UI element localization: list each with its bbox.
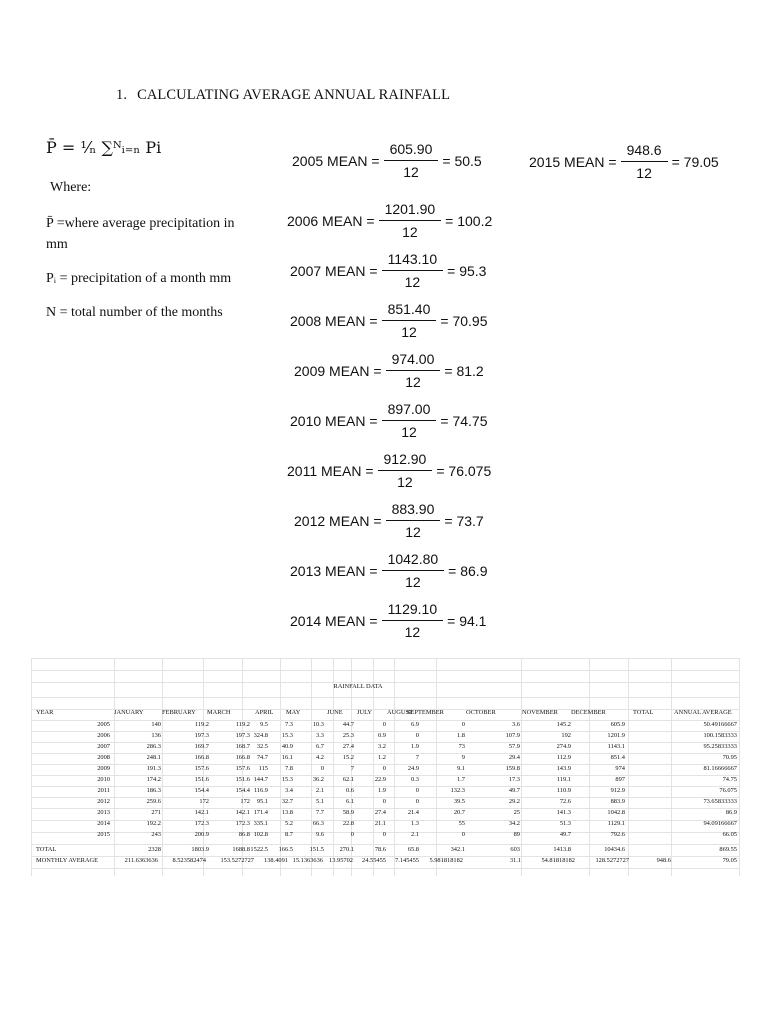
data-cell: 1042.8 [607, 809, 625, 816]
mean-equation [290, 551, 488, 590]
data-cell: 174.2 [146, 776, 161, 783]
mean-numerator: 1201.90 [379, 201, 442, 221]
year-cell: 2014 [97, 820, 110, 827]
grid-line [31, 868, 739, 869]
mean-result: = 76.075 [436, 462, 492, 479]
data-cell: 44.7 [342, 721, 354, 728]
data-cell: 912.9 [610, 787, 625, 794]
mean-label: 2012 MEAN = [294, 512, 382, 529]
data-cell: 197.3 [235, 732, 250, 739]
table-title: RAINFALL DATA [333, 683, 383, 690]
data-cell: 27.4 [374, 809, 386, 816]
total-cell: 1803.9 [191, 846, 209, 853]
data-cell: 157.6 [194, 765, 209, 772]
data-cell: 3.4 [285, 787, 293, 794]
mean-equation [287, 451, 491, 490]
data-cell: 25 [513, 809, 520, 816]
data-cell: 151.6 [235, 776, 250, 783]
data-cell: 192.2 [146, 820, 161, 827]
data-cell: 172.3 [235, 820, 250, 827]
mean-equation [529, 142, 719, 181]
data-cell: 9.5 [260, 721, 268, 728]
data-cell: 74.75 [722, 776, 737, 783]
column-header: MAY [286, 709, 301, 716]
data-cell: 116.9 [253, 787, 268, 794]
data-cell: 6.7 [316, 743, 324, 750]
mean-fraction [382, 251, 444, 290]
column-header: APRIL [255, 709, 274, 716]
data-cell: 0 [461, 721, 465, 728]
monthly-average-cell: 54.81818182 [541, 857, 575, 864]
data-cell: 66.05 [722, 831, 737, 838]
data-cell: 16.1 [281, 754, 293, 761]
data-cell: 5.1 [316, 798, 324, 805]
total-cell: 166.5 [278, 846, 293, 853]
data-cell: 274.9 [556, 743, 571, 750]
grid-line [31, 844, 739, 845]
data-cell: 74.7 [256, 754, 268, 761]
def-n: N = total number of the months [46, 305, 223, 320]
data-cell: 141.3 [556, 809, 571, 816]
data-cell: 21.4 [407, 809, 419, 816]
column-header: NOVEMBER [522, 709, 558, 716]
total-cell: 342.1 [450, 846, 465, 853]
total-cell: 10434.6 [604, 846, 625, 853]
data-cell: 70.95 [722, 754, 737, 761]
column-header: YEAR [36, 709, 54, 716]
data-cell: 169.7 [194, 743, 209, 750]
mean-result: = 70.95 [440, 312, 488, 329]
data-cell: 271 [151, 809, 161, 816]
mean-denominator: 12 [401, 324, 417, 340]
monthly-average-cell: 15.1363636 [292, 857, 323, 864]
data-cell: 132.3 [450, 787, 465, 794]
data-cell: 248.1 [146, 754, 161, 761]
mean-result: = 86.9 [448, 562, 488, 579]
data-cell: 9 [461, 754, 465, 761]
rainfall-data-table [31, 658, 739, 876]
mean-result: = 94.1 [447, 612, 487, 629]
mean-equation [290, 601, 486, 640]
mean-equation [290, 401, 488, 440]
data-cell: 119.2 [235, 721, 250, 728]
mean-fraction [382, 301, 437, 340]
data-cell: 1.7 [457, 776, 465, 783]
data-cell: 86.8 [238, 831, 250, 838]
column-header: JULY [357, 709, 372, 716]
data-cell: 883.9 [610, 798, 625, 805]
mean-fraction [621, 142, 668, 181]
year-cell: 2005 [97, 721, 110, 728]
mean-fraction [386, 501, 441, 540]
data-cell: 110.9 [556, 787, 571, 794]
monthly-average-cell: 24.55455 [362, 857, 386, 864]
mean-equation [290, 251, 486, 290]
average-formula: P̄ = ¹⁄ₙ ∑ᴺᵢ₌ₙ Pi [46, 138, 162, 157]
data-cell: 605.9 [610, 721, 625, 728]
data-cell: 7 [415, 754, 419, 761]
data-cell: 171.4 [253, 809, 268, 816]
data-cell: 0 [350, 831, 354, 838]
data-cell: 17.3 [508, 776, 520, 783]
mean-numerator: 897.00 [382, 401, 437, 421]
mean-fraction [378, 451, 433, 490]
data-cell: 1.8 [457, 732, 465, 739]
data-cell: 157.6 [235, 765, 250, 772]
mean-denominator: 12 [404, 624, 421, 640]
monthly-average-cell: 5.981818182 [429, 857, 463, 864]
monthly-average-cell: 948.6 [656, 857, 671, 864]
mean-label: 2009 MEAN = [294, 362, 382, 379]
data-cell: 136 [151, 732, 161, 739]
data-cell: 32.5 [256, 743, 268, 750]
column-header: TOTAL [633, 709, 654, 716]
data-cell: 58.9 [342, 809, 354, 816]
data-cell: 112.9 [556, 754, 571, 761]
mean-fraction [382, 401, 437, 440]
mean-result: = 81.2 [444, 362, 484, 379]
data-cell: 172 [199, 798, 209, 805]
data-cell: 49.7 [508, 787, 520, 794]
mean-denominator: 12 [405, 574, 421, 590]
total-cell: 2328 [148, 846, 161, 853]
monthly-average-cell: 128.5272727 [595, 857, 629, 864]
column-header: SEPTEMBER [407, 709, 444, 716]
data-cell: 335.1 [253, 820, 268, 827]
data-cell: 15.2 [342, 754, 354, 761]
data-cell: 2.1 [316, 787, 324, 794]
data-cell: 897 [615, 776, 625, 783]
data-cell: 9.1 [457, 765, 465, 772]
data-cell: 0 [382, 765, 386, 772]
mean-denominator: 12 [397, 474, 413, 490]
data-cell: 22.8 [342, 820, 354, 827]
mean-numerator: 912.90 [378, 451, 433, 471]
column-header: JANUARY [114, 709, 144, 716]
data-cell: 0 [461, 831, 465, 838]
data-cell: 22.9 [374, 776, 386, 783]
data-cell: 21.1 [374, 820, 386, 827]
data-cell: 974 [615, 765, 625, 772]
data-cell: 154.4 [235, 787, 250, 794]
data-cell: 192 [561, 732, 571, 739]
mean-label: 2005 MEAN = [292, 152, 380, 169]
data-cell: 20.7 [453, 809, 465, 816]
data-cell: 172 [240, 798, 250, 805]
data-cell: 51.3 [559, 820, 571, 827]
data-cell: 29.4 [508, 754, 520, 761]
data-cell: 27.4 [342, 743, 354, 750]
grid-line [739, 658, 740, 876]
mean-fraction [379, 201, 442, 240]
data-cell: 50.49166667 [703, 721, 737, 728]
mean-result: = 50.5 [442, 152, 482, 169]
total-cell: 1413.8 [553, 846, 571, 853]
data-cell: 39.5 [453, 798, 465, 805]
monthly-average-label: MONTHLY AVERAGE [36, 857, 99, 864]
mean-result: = 73.7 [444, 512, 484, 529]
data-cell: 200.9 [194, 831, 209, 838]
column-header: FEBRUARY [162, 709, 196, 716]
data-cell: 159.8 [505, 765, 520, 772]
data-cell: 95.25833333 [703, 743, 737, 750]
data-cell: 3.2 [378, 743, 386, 750]
data-cell: 119.2 [194, 721, 209, 728]
data-cell: 73.65833333 [703, 798, 737, 805]
data-cell: 3.3 [316, 732, 324, 739]
data-cell: 0 [382, 831, 386, 838]
year-cell: 2012 [97, 798, 110, 805]
data-cell: 143.9 [556, 765, 571, 772]
data-cell: 324.8 [253, 732, 268, 739]
data-cell: 154.4 [194, 787, 209, 794]
mean-fraction [382, 601, 444, 640]
data-cell: 36.2 [312, 776, 324, 783]
data-cell: 115 [258, 765, 268, 772]
grid-line [31, 658, 739, 659]
mean-denominator: 12 [405, 374, 421, 390]
data-cell: 0.9 [378, 732, 386, 739]
mean-result: = 95.3 [447, 262, 487, 279]
def-p-bar: P̄ =where average precipitation in mm [46, 216, 235, 252]
data-cell: 142.1 [235, 809, 250, 816]
mean-label: 2011 MEAN = [287, 462, 374, 479]
data-cell: 6.9 [411, 721, 419, 728]
mean-label: 2008 MEAN = [290, 312, 378, 329]
data-cell: 0 [415, 787, 419, 794]
mean-numerator: 605.90 [384, 141, 439, 161]
data-cell: 7.3 [285, 721, 293, 728]
data-cell: 3.6 [512, 721, 520, 728]
data-cell: 1.9 [378, 787, 386, 794]
monthly-average-cell: 79.05 [722, 857, 737, 864]
data-cell: 197.3 [194, 732, 209, 739]
monthly-average-cell: 153.5272727 [220, 857, 254, 864]
data-cell: 1201.9 [607, 732, 625, 739]
data-cell: 0 [415, 798, 419, 805]
data-cell: 15.3 [281, 776, 293, 783]
grid-line [31, 670, 739, 671]
year-cell: 2007 [97, 743, 110, 750]
data-cell: 1.2 [378, 754, 386, 761]
mean-denominator: 12 [401, 424, 417, 440]
data-cell: 7.7 [316, 809, 324, 816]
data-cell: 243 [151, 831, 161, 838]
total-cell: 65.8 [407, 846, 419, 853]
total-cell: 1688.8 [232, 846, 250, 853]
data-cell: 259.6 [146, 798, 161, 805]
total-cell: 1522.5 [250, 846, 268, 853]
data-cell: 32.7 [281, 798, 293, 805]
data-cell: 24.9 [407, 765, 419, 772]
mean-label: 2015 MEAN = [529, 153, 617, 170]
data-cell: 13.8 [281, 809, 293, 816]
data-cell: 9.6 [316, 831, 324, 838]
data-cell: 7.8 [285, 765, 293, 772]
total-cell: 270.1 [339, 846, 354, 853]
year-cell: 2008 [97, 754, 110, 761]
mean-equation [294, 501, 484, 540]
data-cell: 40.9 [281, 743, 293, 750]
data-cell: 6.1 [346, 798, 354, 805]
mean-fraction [382, 551, 445, 590]
data-cell: 81.16666667 [703, 765, 737, 772]
data-cell: 0 [382, 721, 386, 728]
data-cell: 166.8 [194, 754, 209, 761]
data-cell: 2.1 [411, 831, 419, 838]
column-header: DECEMBER [571, 709, 606, 716]
column-header: JUNE [327, 709, 343, 716]
section-heading [116, 87, 450, 104]
mean-result: = 100.2 [445, 212, 493, 229]
data-cell: 57.9 [508, 743, 520, 750]
mean-denominator: 12 [405, 524, 421, 540]
column-header: MARCH [207, 709, 231, 716]
mean-numerator: 851.40 [382, 301, 437, 321]
monthly-average-cell: 211.6363636 [124, 857, 158, 864]
mean-result: = 79.05 [671, 153, 719, 170]
column-header: ANNUAL AVERAGE [674, 709, 732, 716]
data-cell: 151.6 [194, 776, 209, 783]
data-cell: 168.7 [235, 743, 250, 750]
data-cell: 0 [382, 798, 386, 805]
grid-line [31, 697, 739, 698]
data-cell: 95.1 [256, 798, 268, 805]
def-p-i: Pᵢ = precipitation of a month mm [46, 271, 232, 286]
section-number: 1. [116, 87, 128, 103]
mean-numerator: 948.6 [621, 142, 668, 162]
year-cell: 2011 [97, 787, 110, 794]
year-cell: 2006 [97, 732, 110, 739]
column-header: AUGUST [387, 709, 413, 716]
data-cell: 89 [513, 831, 520, 838]
data-cell: 66.3 [312, 820, 324, 827]
mean-denominator: 12 [404, 274, 421, 290]
mean-equation [287, 201, 492, 240]
data-cell: 1129.1 [607, 820, 625, 827]
data-cell: 144.7 [253, 776, 268, 783]
data-cell: 1.9 [411, 743, 419, 750]
column-header: OCTOBER [466, 709, 496, 716]
total-cell: 151.5 [309, 846, 324, 853]
mean-label: 2013 MEAN = [290, 562, 378, 579]
mean-numerator: 1042.80 [382, 551, 445, 571]
data-cell: 0.6 [346, 787, 354, 794]
mean-numerator: 883.90 [386, 501, 441, 521]
data-cell: 107.9 [505, 732, 520, 739]
data-cell: 119.1 [556, 776, 571, 783]
mean-denominator: 12 [402, 224, 418, 240]
data-cell: 86.9 [725, 809, 737, 816]
data-cell: 25.3 [342, 732, 354, 739]
data-cell: 145.2 [556, 721, 571, 728]
mean-result: = 74.75 [440, 412, 488, 429]
where-label: Where: [50, 180, 92, 195]
mean-equation [294, 351, 484, 390]
data-cell: 94.09166667 [703, 820, 737, 827]
monthly-average-cell: 138.4091 [264, 857, 288, 864]
data-cell: 5.2 [285, 820, 293, 827]
data-cell: 55 [458, 820, 465, 827]
data-cell: 72.6 [559, 798, 571, 805]
data-cell: 851.4 [610, 754, 625, 761]
mean-denominator: 12 [403, 164, 419, 180]
data-cell: 10.3 [312, 721, 324, 728]
data-cell: 29.2 [508, 798, 520, 805]
data-cell: 1.3 [411, 820, 419, 827]
data-cell: 286.3 [146, 743, 161, 750]
data-cell: 142.1 [194, 809, 209, 816]
total-label: TOTAL [36, 846, 57, 853]
mean-label: 2006 MEAN = [287, 212, 375, 229]
data-cell: 166.8 [235, 754, 250, 761]
data-cell: 172.3 [194, 820, 209, 827]
data-cell: 4.2 [316, 754, 324, 761]
data-cell: 34.2 [508, 820, 520, 827]
data-cell: 76.075 [719, 787, 737, 794]
year-cell: 2010 [97, 776, 110, 783]
mean-numerator: 1129.10 [382, 601, 444, 621]
mean-denominator: 12 [636, 165, 652, 181]
year-cell: 2013 [97, 809, 110, 816]
data-cell: 191.3 [146, 765, 161, 772]
data-cell: 140 [151, 721, 161, 728]
mean-label: 2007 MEAN = [290, 262, 378, 279]
section-title: CALCULATING AVERAGE ANNUAL RAINFALL [137, 87, 451, 103]
data-cell: 186.3 [146, 787, 161, 794]
mean-fraction [386, 351, 441, 390]
mean-label: 2010 MEAN = [290, 412, 378, 429]
mean-equation [292, 141, 482, 180]
mean-numerator: 974.00 [386, 351, 441, 371]
mean-equation [290, 301, 488, 340]
data-cell: 7 [350, 765, 354, 772]
data-cell: 0.3 [411, 776, 419, 783]
total-cell: 603 [510, 846, 520, 853]
data-cell: 15.3 [281, 732, 293, 739]
monthly-average-cell: 31.1 [509, 857, 521, 864]
year-cell: 2015 [97, 831, 110, 838]
data-cell: 1143.1 [607, 743, 625, 750]
monthly-average-cell: 7.145455 [395, 857, 419, 864]
mean-fraction [384, 141, 439, 180]
data-cell: 792.6 [610, 831, 625, 838]
mean-numerator: 1143.10 [382, 251, 444, 271]
data-cell: 0 [320, 765, 324, 772]
data-cell: 0 [415, 732, 419, 739]
data-cell: 49.7 [559, 831, 571, 838]
monthly-average-cell: 8.523582474 [172, 857, 206, 864]
data-cell: 62.1 [342, 776, 354, 783]
mean-label: 2014 MEAN = [290, 612, 378, 629]
data-cell: 102.8 [253, 831, 268, 838]
data-cell: 100.1583333 [703, 732, 737, 739]
total-cell: 869.55 [719, 846, 737, 853]
monthly-average-cell: 13.95702 [329, 857, 353, 864]
data-cell: 73 [458, 743, 465, 750]
total-cell: 78.6 [374, 846, 386, 853]
year-cell: 2009 [97, 765, 110, 772]
data-cell: 8.7 [285, 831, 293, 838]
